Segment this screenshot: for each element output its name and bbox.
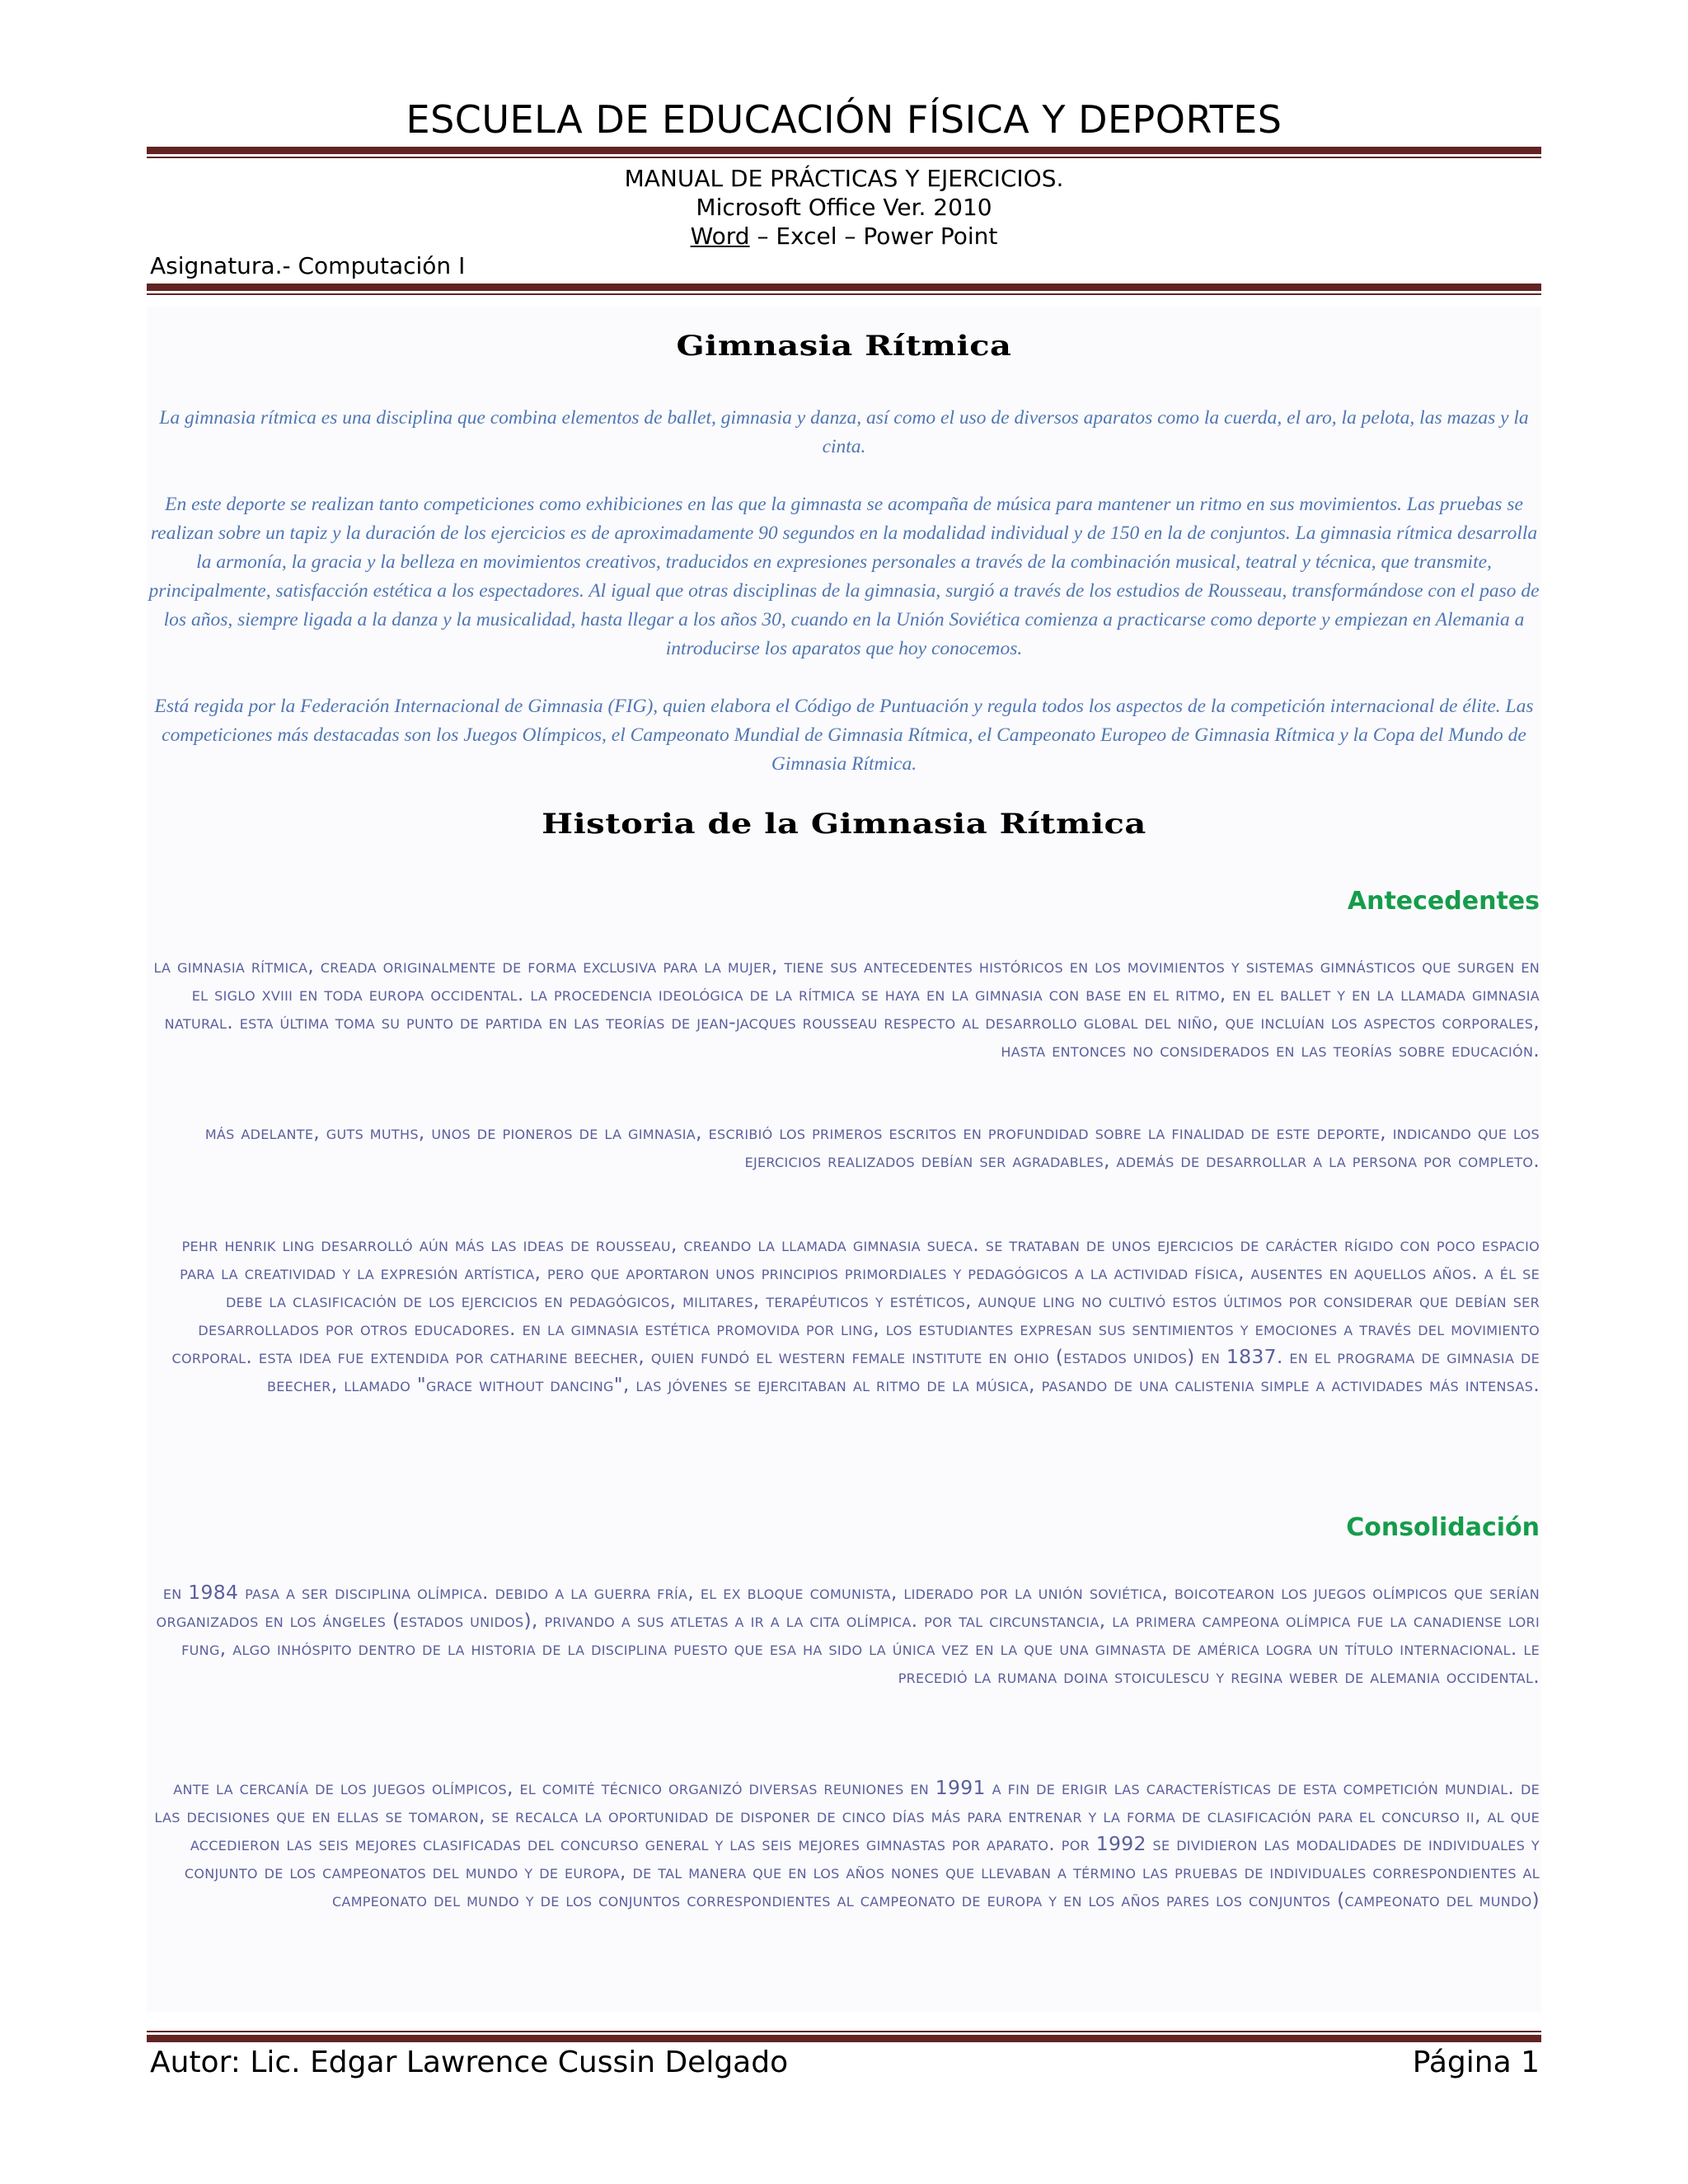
office-version: Microsoft Office Ver. 2010 xyxy=(696,194,992,221)
intro-paragraph-2: En este deporte se realizan tanto competiciones como exhibiciones en las que la gimnasta se acompaña de música para mantener un ritmo en sus movimientos. Las pruebas se realizan sobre un tapiz y la duración de los ejercicios es de aproximadamente 90 segundos en la modalidad individual y de 150 en la de conjuntos. La gimnasia rítmica desarrolla la armonía, la gracia y la belleza en movimientos creativos, traducidos en expresiones personales a través de la combinación musical, teatral y técnica, que transmite, principalmente, satisfacción estética a los espectadores. Al igual que otras disciplinas de la gimnasia, surgió a través de los estudios de Rousseau, transformándose con el paso de los años, siempre ligada a la danza y la musicalidad, hasta llegar a los años 30, cuando en la Unión Soviética comienza a practicarse como deporte y empiezan en Alemania a introducirse los aparatos que hoy conocemos. xyxy=(148,494,1540,659)
antecedentes-paragraph-3: pehr henrik ling desarrolló aún más las ideas de rousseau, creando la llamada gimnasia sueca. se trataban de unos ejercicios de carácter rígido con poco espacio para la creatividad y la expresión artística, pero que aportaron unos principios primordiales y pedagógicos a la actividad física, ausentes en aquellos años. a él se debe la clasificación de los ejercicios en pedagógicos, militares, terapéuticos y estéticos, aunque ling no cultivó estos últimos por considerar que debían ser desarrollados por otros educadores. en la gimnasia estética promovida por ling, los estudiantes expresan sus sentimientos y emociones a través del movimiento corporal. esta idea fue extendida por catharine beecher, quien fundó el western female institute en ohio (estados unidos) en 1837. en el programa de gimnasia de beecher, llamado "grace without dancing", las jóvenes se ejercitaban al ritmo de la música, pasando de una calistenia simple a actividades más intensas. xyxy=(171,1233,1540,1396)
section-title-gimnasia: Gimnasia Rítmica xyxy=(676,329,1012,363)
other-apps-label: – Excel – Power Point xyxy=(749,223,998,250)
section-title-historia: Historia de la Gimnasia Rítmica xyxy=(542,807,1146,841)
office-apps xyxy=(147,221,1541,252)
footer-page-number: Página 1 xyxy=(1412,2046,1540,2079)
header-rule-top xyxy=(147,147,1541,158)
footer-author: Autor: Lic. Edgar Lawrence Cussin Delgado xyxy=(150,2046,789,2079)
antecedentes-paragraph-1: la gimnasia rítmica, creada originalmente de forma exclusiva para la mujer, tiene sus antecedentes históricos en los movimientos y sistemas gimnásticos que surgen en el siglo xviii en toda europa occidental. la procedencia ideológica de la rítmica se haya en la gimnasia con base en el ritmo, en el ballet y en la llamada gimnasia natural. esta última toma su punto de partida en las teorías de jean-jacques rousseau respecto al desarrollo global del niño, que incluían los aspectos corporales, hasta entonces no considerados en las teorías sobre educación. xyxy=(153,954,1540,1062)
consolidacion-paragraph-1: en 1984 pasa a ser disciplina olímpica. debido a la guerra fría, el ex bloque comunista, liderado por la unión soviética, boicotearon los juegos olímpicos que serían organizados en los ángeles (estados unidos), privando a sus atletas a ir a la cita olímpica. por tal circunstancia, la primera campeona olímpica fue la canadiense lori fung, algo inhóspito dentro de la historia de la disciplina puesto que esa ha sido la única vez en la que una gimnasta de américa logra un título internacional. le precedió la rumana doina stoiculescu y regina weber de alemania occidental. xyxy=(156,1581,1540,1688)
antecedentes-paragraph-2: más adelante, guts muths, unos de pioneros de la gimnasia, escribió los primeros escritos en profundidad sobre la finalidad de este deporte, indicando que los ejercicios realizados debían ser agradables, además de desarrollar a la persona por completo. xyxy=(204,1121,1540,1172)
manual-title: MANUAL DE PRÁCTICAS Y EJERCICIOS. xyxy=(624,165,1064,192)
footer-rule xyxy=(147,2031,1541,2042)
word-app-label: Word xyxy=(690,223,750,250)
intro-paragraph-3: Está regida por la Federación Internacional de Gimnasia (FIG), quien elabora el Código de Puntuación y regula todos los aspectos de la competición internacional de élite. Las competiciones más destacadas son los Juegos Olímpicos, el Campeonato Mundial de Gimnasia Rítmica, el Campeonato Europeo de Gimnasia Rítmica y la Copa del Mundo de Gimnasia Rítmica. xyxy=(154,696,1534,775)
heading-consolidacion: Consolidación xyxy=(1346,1513,1540,1542)
school-title: ESCUELA DE EDUCACIÓN FÍSICA Y DEPORTES xyxy=(406,97,1282,142)
subject-label: Asignatura.- Computación I xyxy=(150,252,466,279)
heading-antecedentes: Antecedentes xyxy=(1347,887,1540,916)
consolidacion-paragraph-2: ante la cercanía de los juegos olímpicos, el comité técnico organizó diversas reuniones en 1991 a fin de erigir las características de esta competición mundial. de las decisiones que en ellas se tomaron, se recalca la oportunidad de disponer de cinco días más para entrenar y la forma de clasificación para el concurso ii, al que accedieron las seis mejores clasificadas del concurso general y las seis mejores gimnastas por aparato. por 1992 se dividieron las modalidades de individuales y conjunto de los campeonatos del mundo y de europa, de tal manera que en los años nones que llevaban a término las pruebas de individuales correspondientes al campeonato del mundo y de los conjuntos correspondientes al campeonato de europa y en los años pares los conjuntos (campeonato del mundo) xyxy=(154,1776,1540,1911)
header-rule-bottom xyxy=(147,284,1541,295)
intro-paragraph-1: La gimnasia rítmica es una disciplina que combina elementos de ballet, gimnasia y danza, así como el uso de diversos aparatos como la cuerda, el aro, la pelota, las mazas y la cinta. xyxy=(159,407,1529,457)
